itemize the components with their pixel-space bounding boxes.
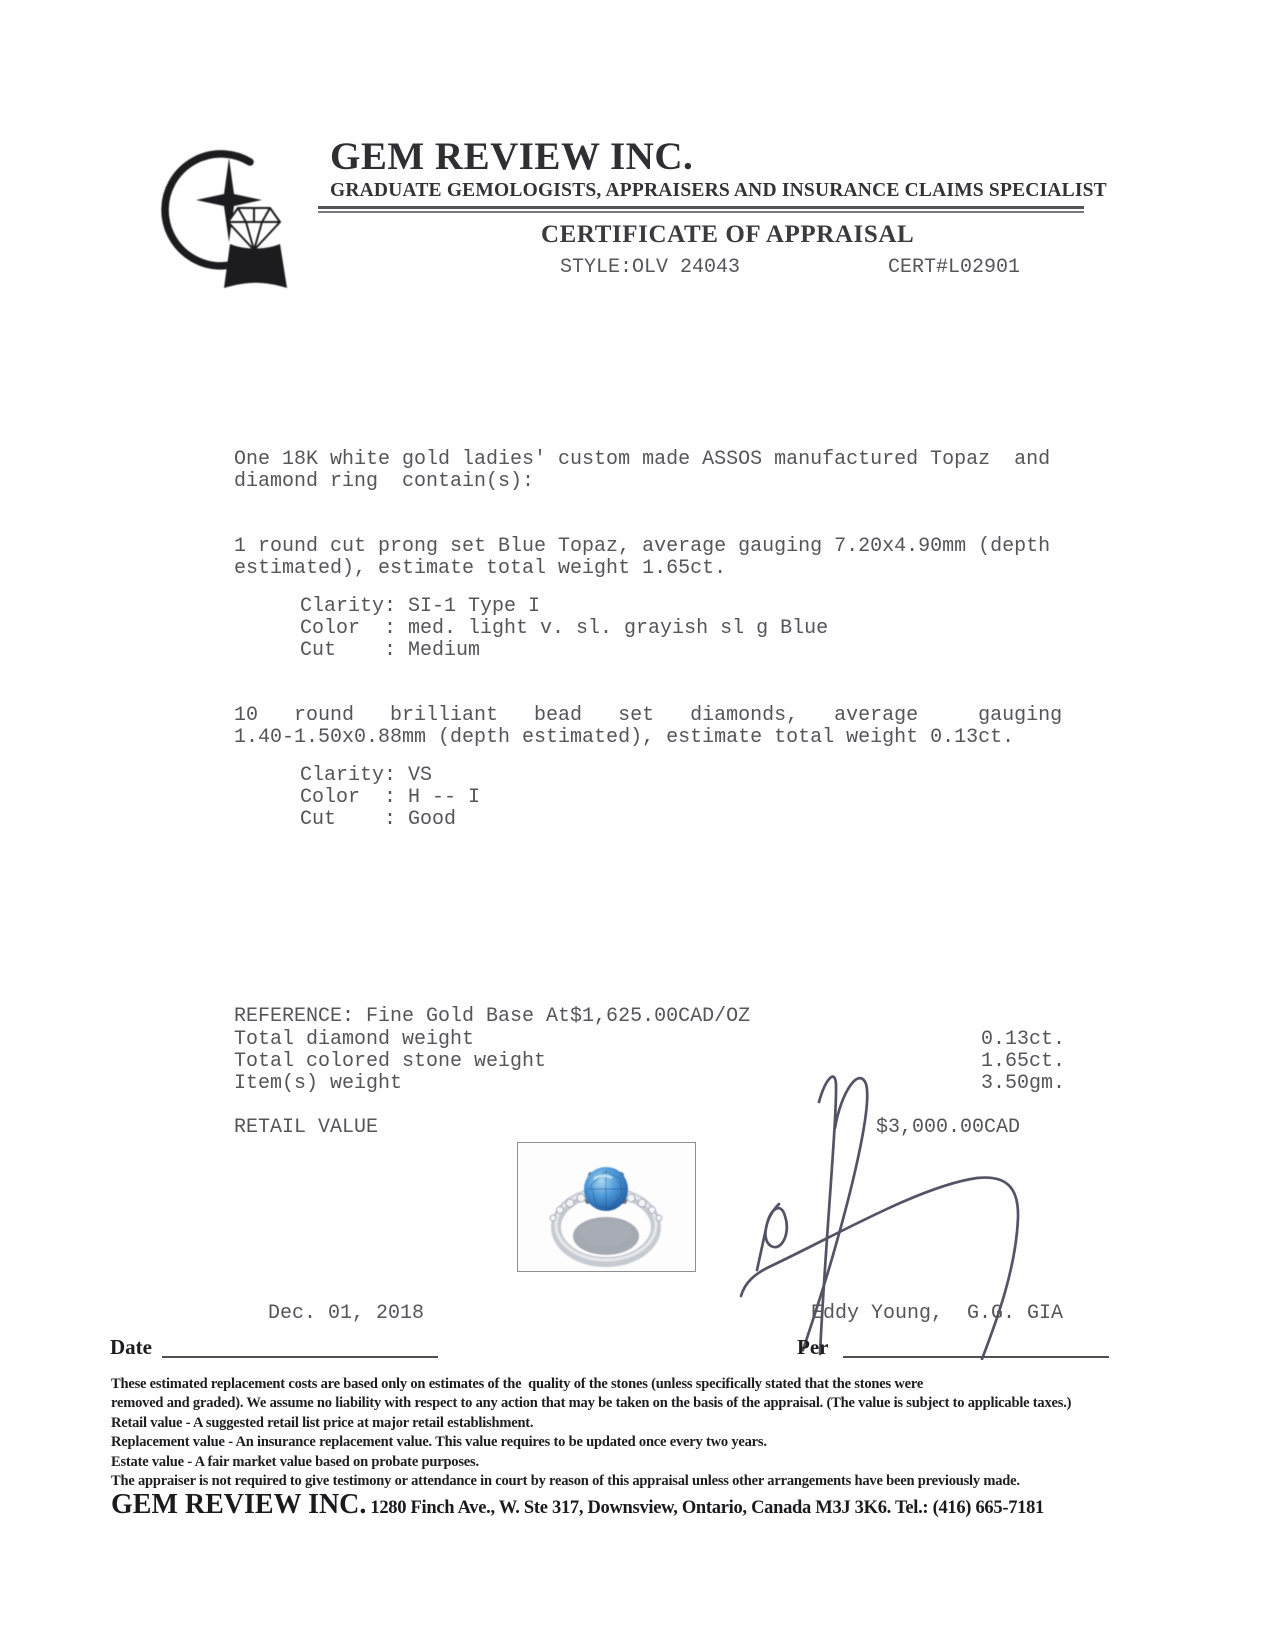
stone1-color: Color : med. light v. sl. grayish sl g Blue <box>300 617 829 640</box>
summary-row-label: Total diamond weight <box>234 1028 475 1051</box>
stone1-grading <box>300 596 828 662</box>
header-rule-thick <box>318 206 1084 209</box>
disclaimer-line: Replacement value - An insurance replacement value. This value requires to be updated once every two years. <box>111 1434 767 1451</box>
appraisal-date: Dec. 01, 2018 <box>268 1302 425 1325</box>
disclaimer-line: The appraiser is not required to give testimony or attendance in court by reason of this appraisal unless other arrangements have been previously made. <box>111 1473 1020 1490</box>
date-underline <box>162 1356 438 1358</box>
gem-review-logo <box>158 132 298 292</box>
stone1-description <box>234 536 1050 580</box>
summary-row-value: 0.13ct. <box>981 1028 1066 1051</box>
header-rule-thin <box>318 211 1084 213</box>
style-number: STYLE:OLV 24043 <box>560 256 741 279</box>
stone2-color: Color : H -- I <box>300 786 481 809</box>
per-label: Per <box>797 1335 829 1359</box>
retail-value-amount: $3,000.00CAD <box>876 1116 1021 1139</box>
crescent-star-diamond-logo-icon <box>158 132 298 292</box>
blue-topaz-diamond-ring-photo-icon <box>518 1143 695 1271</box>
reference-line: REFERENCE: Fine Gold Base At$1,625.00CAD/OZ <box>234 1005 751 1028</box>
stone2-desc-line: 10 round brilliant bead set diamonds, average gauging <box>234 704 1063 727</box>
retail-value-label: RETAIL VALUE <box>234 1116 379 1139</box>
disclaimer-line: Retail value - A suggested retail list price at major retail establishment. <box>111 1414 534 1431</box>
summary-row-value: 1.65ct. <box>981 1050 1066 1073</box>
stone2-desc-line: 1.40-1.50x0.88mm (depth estimated), estimate total weight 0.13ct. <box>234 726 1015 749</box>
stone2-clarity: Clarity: VS <box>300 764 433 787</box>
disclaimer-line: removed and graded). We assume no liability with respect to any action that may be taken on the basis of the appraisal. (The value is subject to applicable taxes.) <box>111 1395 1072 1412</box>
stone2-cut: Cut : Good <box>300 808 457 831</box>
summary-row-value: 3.50gm. <box>981 1072 1066 1095</box>
footer-line <box>111 1489 1251 1521</box>
stone1-desc-line: 1 round cut prong set Blue Topaz, average gauging 7.20x4.90mm (depth <box>234 535 1051 558</box>
company-tagline: GRADUATE GEMOLOGISTS, APPRAISERS AND INSURANCE CLAIMS SPECIALIST <box>330 180 1107 201</box>
item-description <box>234 449 1050 493</box>
stone1-cut: Cut : Medium <box>300 639 481 662</box>
footer-address-phone: 1280 Finch Ave., W. Ste 317, Downsview, Ontario, Canada M3J 3K6. Tel.: (416) 665-7181 <box>370 1498 1044 1518</box>
disclaimer-block <box>111 1375 1221 1491</box>
date-label: Date <box>110 1335 152 1359</box>
appraiser-name: Eddy Young, G.G. GIA <box>811 1302 1064 1325</box>
summary-row-label: Total colored stone weight <box>234 1050 547 1073</box>
stone2-grading <box>300 765 480 831</box>
stone1-clarity: Clarity: SI-1 Type I <box>300 595 541 618</box>
stone2-description <box>234 705 1062 749</box>
certificate-title: CERTIFICATE OF APPRAISAL <box>541 221 915 248</box>
disclaimer-line: Estate value - A fair market value based on probate purposes. <box>111 1453 479 1470</box>
ring-photo <box>517 1142 696 1272</box>
summary-row-label: Item(s) weight <box>234 1072 403 1095</box>
intro-line: diamond ring contain(s): <box>234 470 535 493</box>
stone1-desc-line: estimated), estimate total weight 1.65ct. <box>234 557 727 580</box>
footer-company-name: GEM REVIEW INC. <box>111 1489 367 1520</box>
per-underline <box>843 1356 1109 1358</box>
cert-number: CERT#L02901 <box>888 256 1021 279</box>
company-name: GEM REVIEW INC. <box>330 135 694 178</box>
intro-line: One 18K white gold ladies' custom made ASSOS manufactured Topaz and <box>234 448 1051 471</box>
disclaimer-line: These estimated replacement costs are based only on estimates of the quality of the stones (unless specifically stated that the stones were <box>111 1376 924 1392</box>
